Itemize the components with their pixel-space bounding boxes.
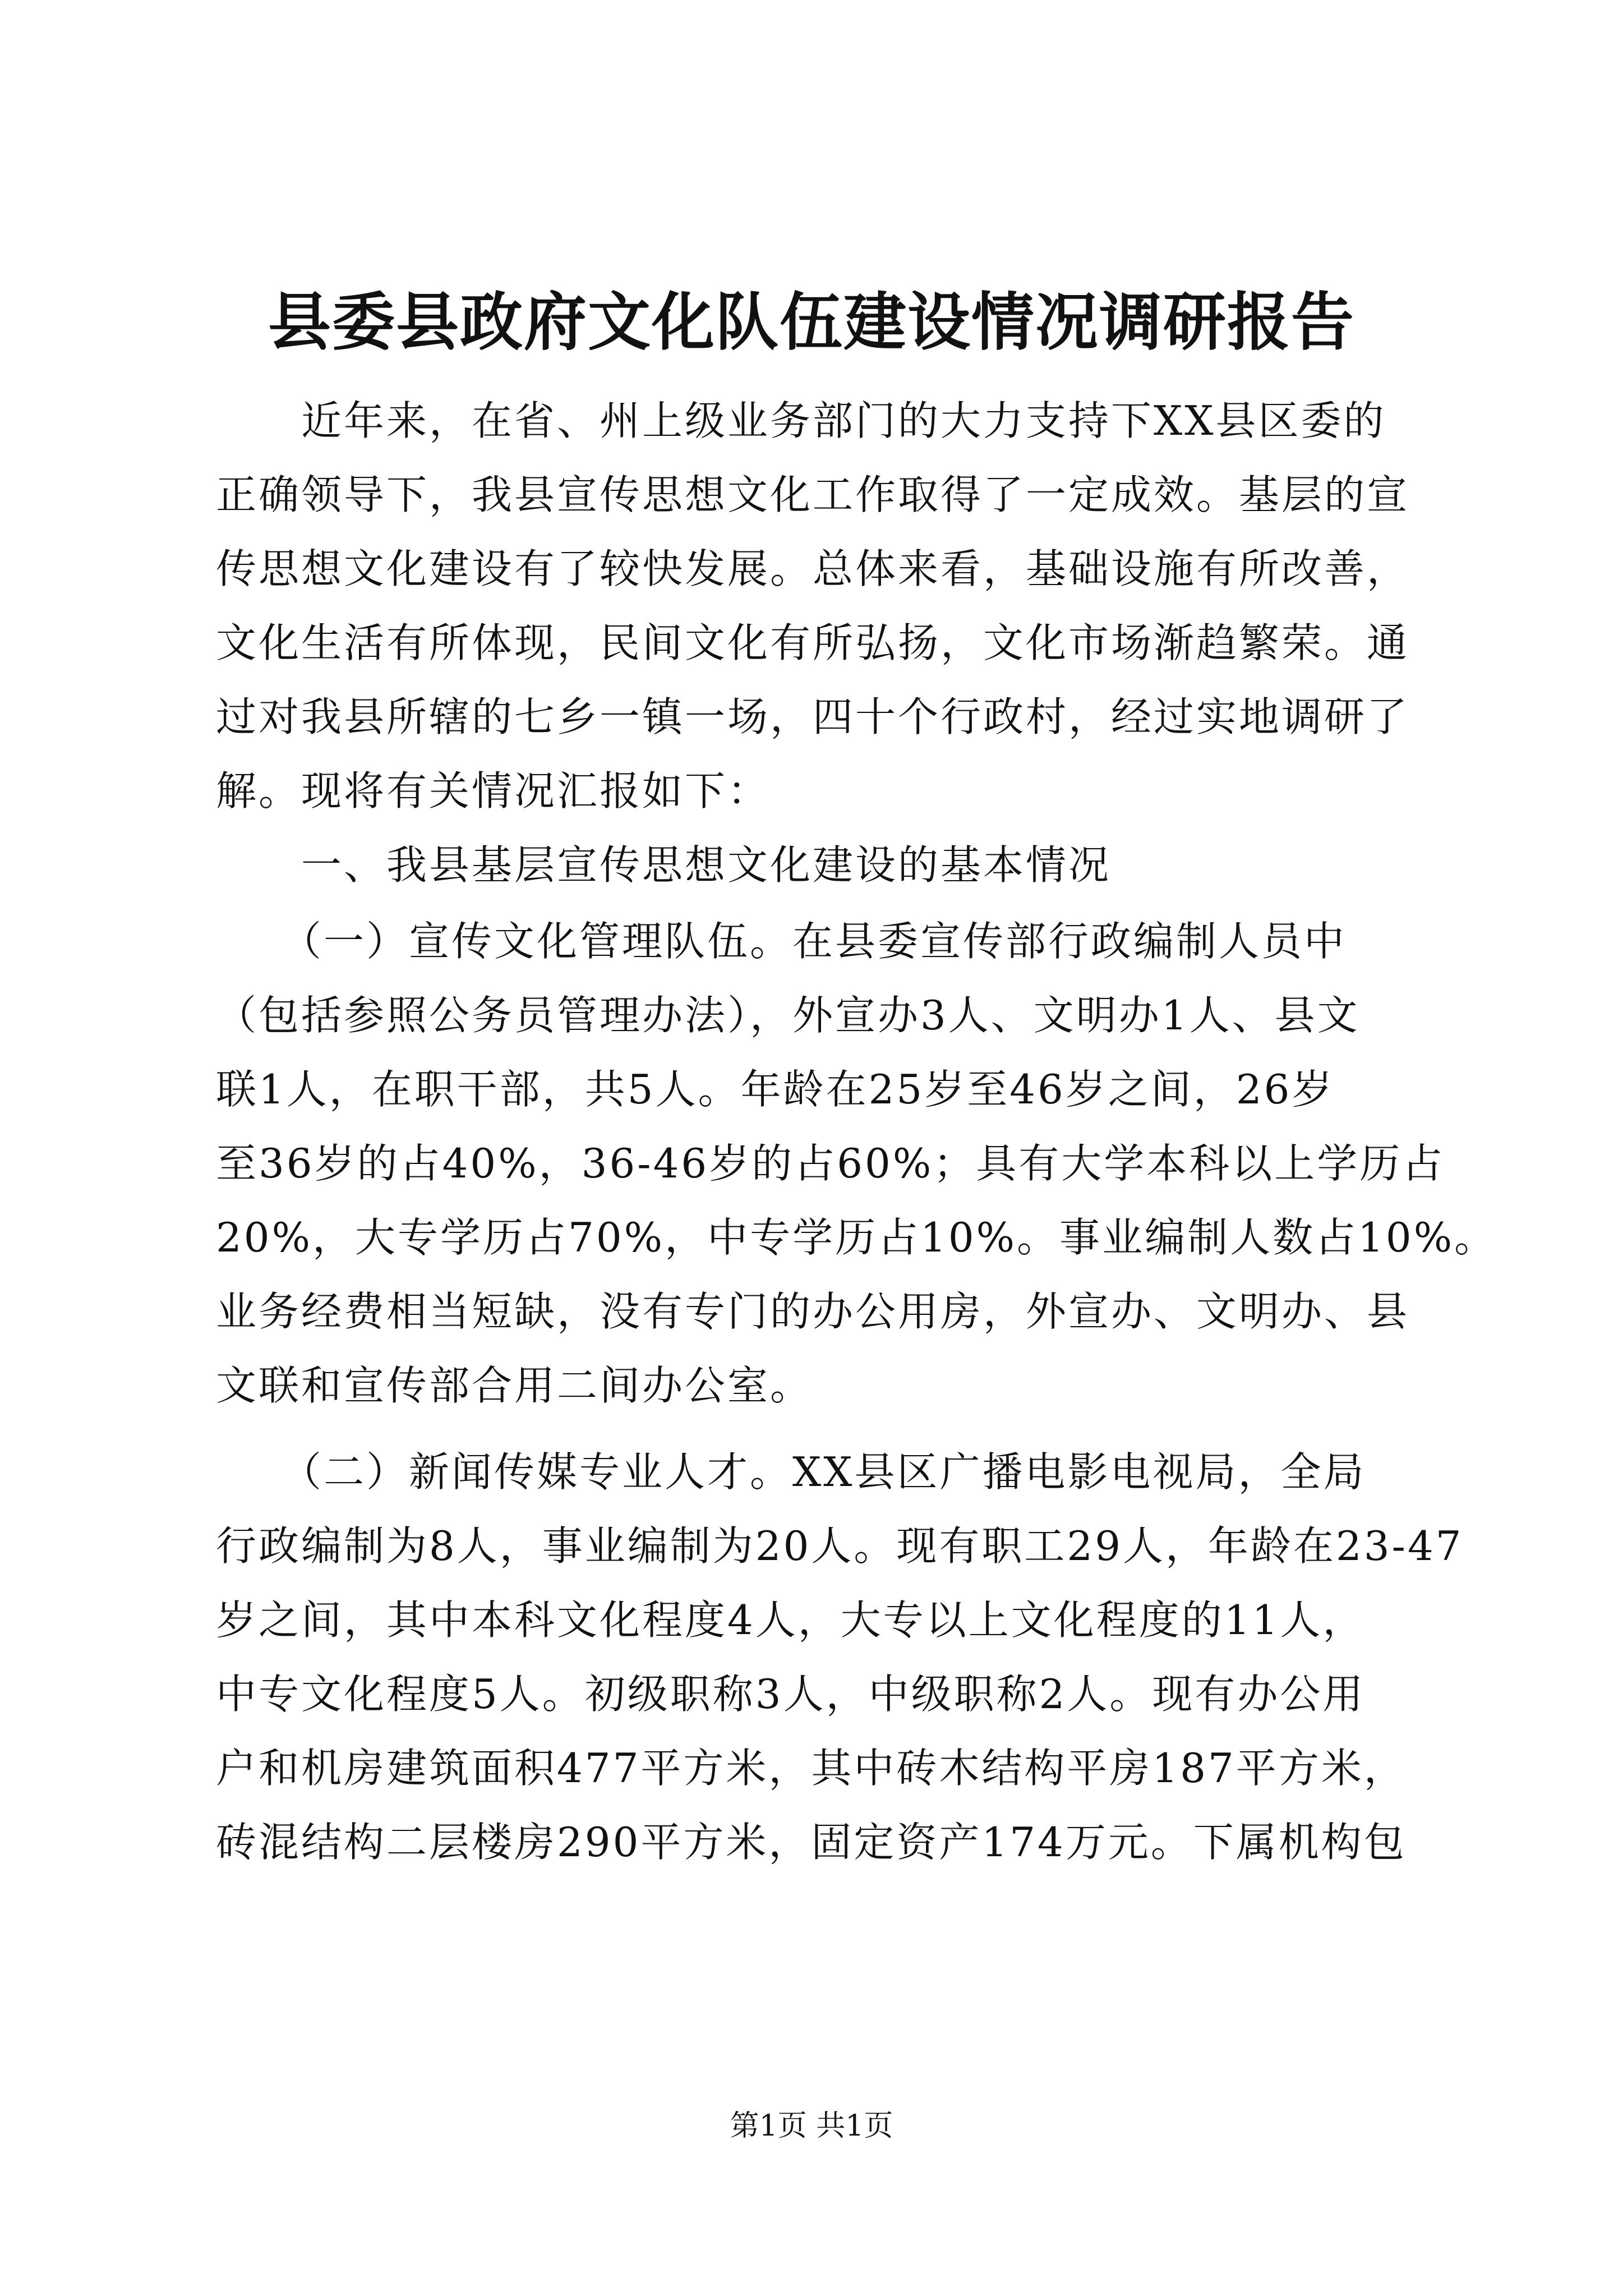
body-line: 砖混结构二层楼房290平方米，固定资产174万元。下属机构包 — [216, 1819, 1407, 1866]
body-line: 中专文化程度5人。初级职称3人，中级职称2人。现有办公用 — [216, 1671, 1366, 1718]
body-line: 户和机房建筑面积477平方米，其中砖木结构平房187平方米， — [216, 1745, 1407, 1792]
body-line: （二）新闻传媒专业人才。XX县区广播电影电视局，全局 — [216, 1448, 1366, 1496]
body-line: 岁之间，其中本科文化程度4人，大专以上文化程度的11人， — [216, 1596, 1366, 1644]
page-footer: 第1页 共1页 — [730, 2109, 893, 2143]
body-line: 至36岁的占40%，36-46岁的占60%；具有大学本科以上学历占 — [216, 1140, 1445, 1187]
section-heading: 一、我县基层宣传思想文化建设的基本情况 — [216, 841, 1112, 889]
body-line: 解。现将有关情况汇报如下： — [216, 767, 771, 815]
body-line: （包括参照公务员管理办法），外宣办3人、文明办1人、县文 — [216, 992, 1360, 1039]
body-line: 业务经费相当短缺，没有专门的办公用房，外宣办、文明办、县 — [216, 1288, 1410, 1335]
body-line: 过对我县所辖的七乡一镇一场，四十个行政村，经过实地调研了 — [216, 693, 1410, 740]
body-line: 联1人，在职干部，共5人。年龄在25岁至46岁之间，26岁 — [216, 1066, 1335, 1113]
document-title: 县委县政府文化队伍建设情况调研报告 — [268, 286, 1355, 359]
body-line: 文联和宣传部合用二间办公室。 — [216, 1362, 813, 1409]
body-line: 传思想文化建设有了较快发展。总体来看，基础设施有所改善， — [216, 545, 1410, 592]
body-line: 20%，大专学历占70%，中专学历占10%。事业编制人数占10%。 — [216, 1214, 1497, 1261]
body-line: 近年来，在省、州上级业务部门的大力支持下XX县区委的 — [216, 397, 1386, 444]
body-line: 文化生活有所体现，民间文化有所弘扬，文化市场渐趋繁荣。通 — [216, 619, 1410, 666]
body-line: 正确领导下，我县宣传思想文化工作取得了一定成效。基层的宣 — [216, 471, 1410, 518]
body-line: （一）宣传文化管理队伍。在县委宣传部行政编制人员中 — [216, 918, 1347, 965]
body-line: 行政编制为8人，事业编制为20人。现有职工29人，年龄在23-47 — [216, 1522, 1464, 1570]
